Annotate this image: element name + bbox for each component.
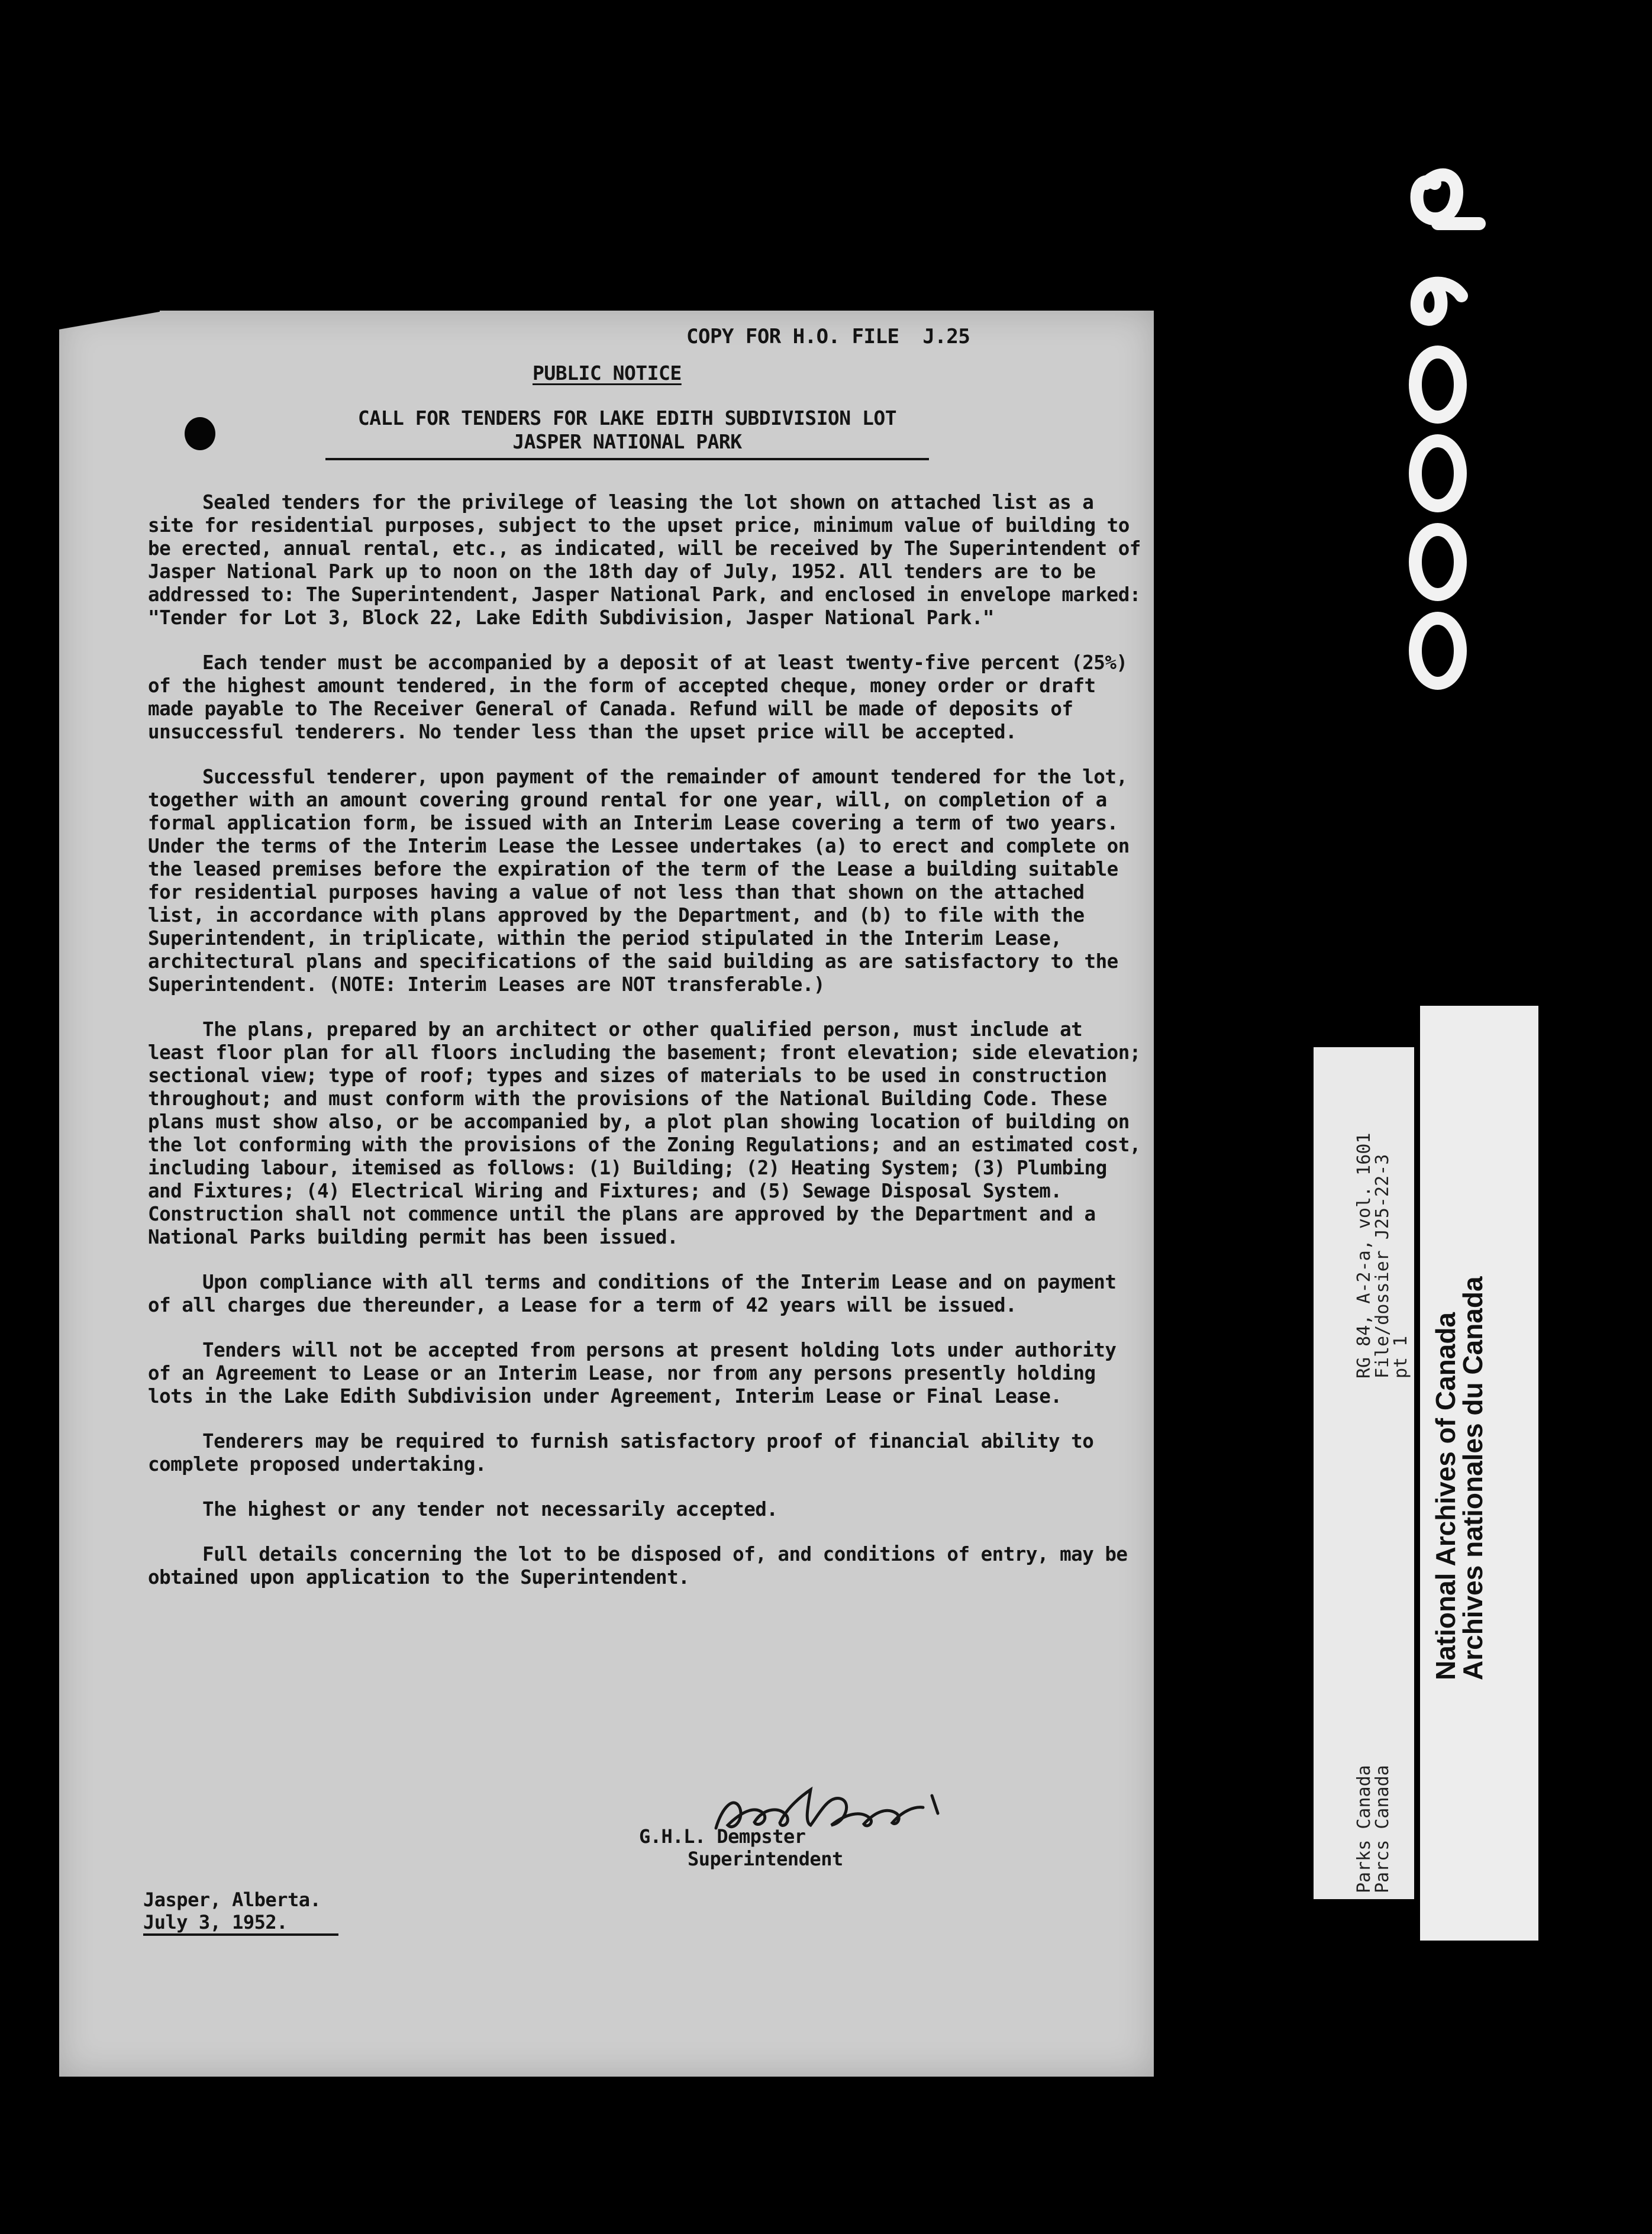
notice-body bbox=[148, 491, 1142, 1611]
copy-note bbox=[686, 325, 970, 348]
paragraph-exclusions: Tenders will not be accepted from persons at present holding lots under authority of an Agreement to Lease or an Interim Lease, nor from any persons presently holding lots in the Lake Edith Subdivision under Agreement, Interim Lease or Final Lease. bbox=[148, 1339, 1117, 1407]
archive-reference-line2: File/dossier J25-22-3 bbox=[1372, 1154, 1393, 1379]
notice-title: CALL FOR TENDERS FOR LAKE EDITH SUBDIVISION LOT bbox=[357, 406, 897, 430]
paragraph-highest-tender: The highest or any tender not necessarily accepted. bbox=[202, 1498, 778, 1520]
signatory-name: G.H.L. Dempster bbox=[639, 1825, 806, 1848]
paragraph-deposit: Each tender must be accompanied by a deposit of at least twenty-five percent (25%) of the highest amount tendered, in the form of accepted cheque, money order or draft made payable to The Receiver General of Canada. Refund will be made of deposits of unsuccessful tenderers. No tender less than the upset price will be accepted. bbox=[148, 651, 1128, 743]
archive-reference-line3: pt 1 bbox=[1390, 1335, 1411, 1379]
paragraph-successful-tenderer: Successful tenderer, upon payment of the remainder of amount tendered for the lot, together with an amount covering ground rental for one year, will, on completion of a formal application form, be issued with an Interim Lease covering a term of two years. Under the terms of the Interim Lease the Lessee undertakes (a) to erect and complete on the leased premises before the expiration of the term of the Lease a building suitable for residential purposes having a value of not less than that shown on the attached list, in accordance with plans approved by the Department, and (b) to file with the Superintendent, in triplicate, within the period stipulated in the Interim Lease, architectural plans and specifications of the said building as are satisfactory to the Superintendent. (NOTE: Interim Leases are NOT transferable.) bbox=[148, 766, 1130, 996]
paragraph-compliance: Upon compliance with all terms and conditions of the Interim Lease and on payment of all charges due thereunder, a Lease for a term of 42 years will be issued. bbox=[148, 1271, 1117, 1316]
paragraph-financial-proof: Tenderers may be required to furnish satisfactory proof of financial ability to complete proposed undertaking. bbox=[148, 1430, 1094, 1476]
punch-hole bbox=[185, 417, 215, 450]
national-archives-fr: Archives nationales du Canada bbox=[1457, 1276, 1488, 1680]
archive-reference-label bbox=[1314, 1047, 1414, 1899]
paragraph-sealed-tenders: Sealed tenders for the privilege of leasing the lot shown on attached list as a site for residential purposes, subject to the upset price, minimum value of building to be erected, annual rental, etc., as indicated, will be received by The Superintendent of Jasper National Park up to noon on the 18th day of July, 1952. All tenders are to be addressed to: The Superintendent, Jasper National Park, and enclosed in envelope marked: "Tender for Lot 3, Block 22, Lake Edith Subdivision, Jasper National Park." bbox=[148, 491, 1141, 629]
copy-note-text: COPY FOR H.O. FILE bbox=[686, 325, 899, 348]
paragraph-plans: The plans, prepared by an architect or other qualified person, must include at least floor plan for all floors including the basement; front elevation; side elevation; sectional view; type of roof; types and sizes of materials to be used in construction throughout; and must conform with the provisions of the National Building Code. These plans must show also, or be accompanied by, a plot plan showing location of building on the lot conforming with the provisions of the Zoning Regulations; and an estimated cost, including labour, itemised as follows: (1) Building; (2) Heating System; (3) Plumbing and Fixtures; (4) Electrical Wiring and Fixtures; and (5) Sewage Disposal System. Construction shall not commence until the plans are approved by the Department and a National Parks building permit has been issued. bbox=[148, 1018, 1141, 1248]
document-page bbox=[59, 311, 1154, 2077]
archive-reference-text bbox=[1355, 1133, 1410, 1379]
national-archives-text bbox=[1432, 1276, 1486, 1680]
national-archives-label bbox=[1420, 1006, 1538, 1941]
signatory-title: Superintendent bbox=[688, 1848, 843, 1870]
paragraph-full-details: Full details concerning the lot to be disposed of, and conditions of entry, may be obtained upon application to the Superintendent. bbox=[148, 1543, 1128, 1589]
microfilm-frame-number bbox=[1390, 160, 1497, 751]
parks-canada-fr: Parcs Canada bbox=[1372, 1765, 1393, 1893]
archive-reference-line1: RG 84, A-2-a, vol. 1601 bbox=[1354, 1132, 1374, 1379]
national-archives-en: National Archives of Canada bbox=[1430, 1312, 1461, 1680]
parks-canada-label bbox=[1355, 1765, 1392, 1893]
issue-place: Jasper, Alberta. bbox=[143, 1888, 321, 1911]
public-notice-heading: PUBLIC NOTICE bbox=[533, 361, 682, 385]
issue-date: July 3, 1952. bbox=[143, 1911, 338, 1936]
page-corner-fold bbox=[59, 311, 160, 334]
file-code: J.25 bbox=[922, 325, 970, 348]
parks-canada-en: Parks Canada bbox=[1354, 1765, 1374, 1893]
notice-subtitle: JASPER NATIONAL PARK bbox=[325, 430, 929, 460]
